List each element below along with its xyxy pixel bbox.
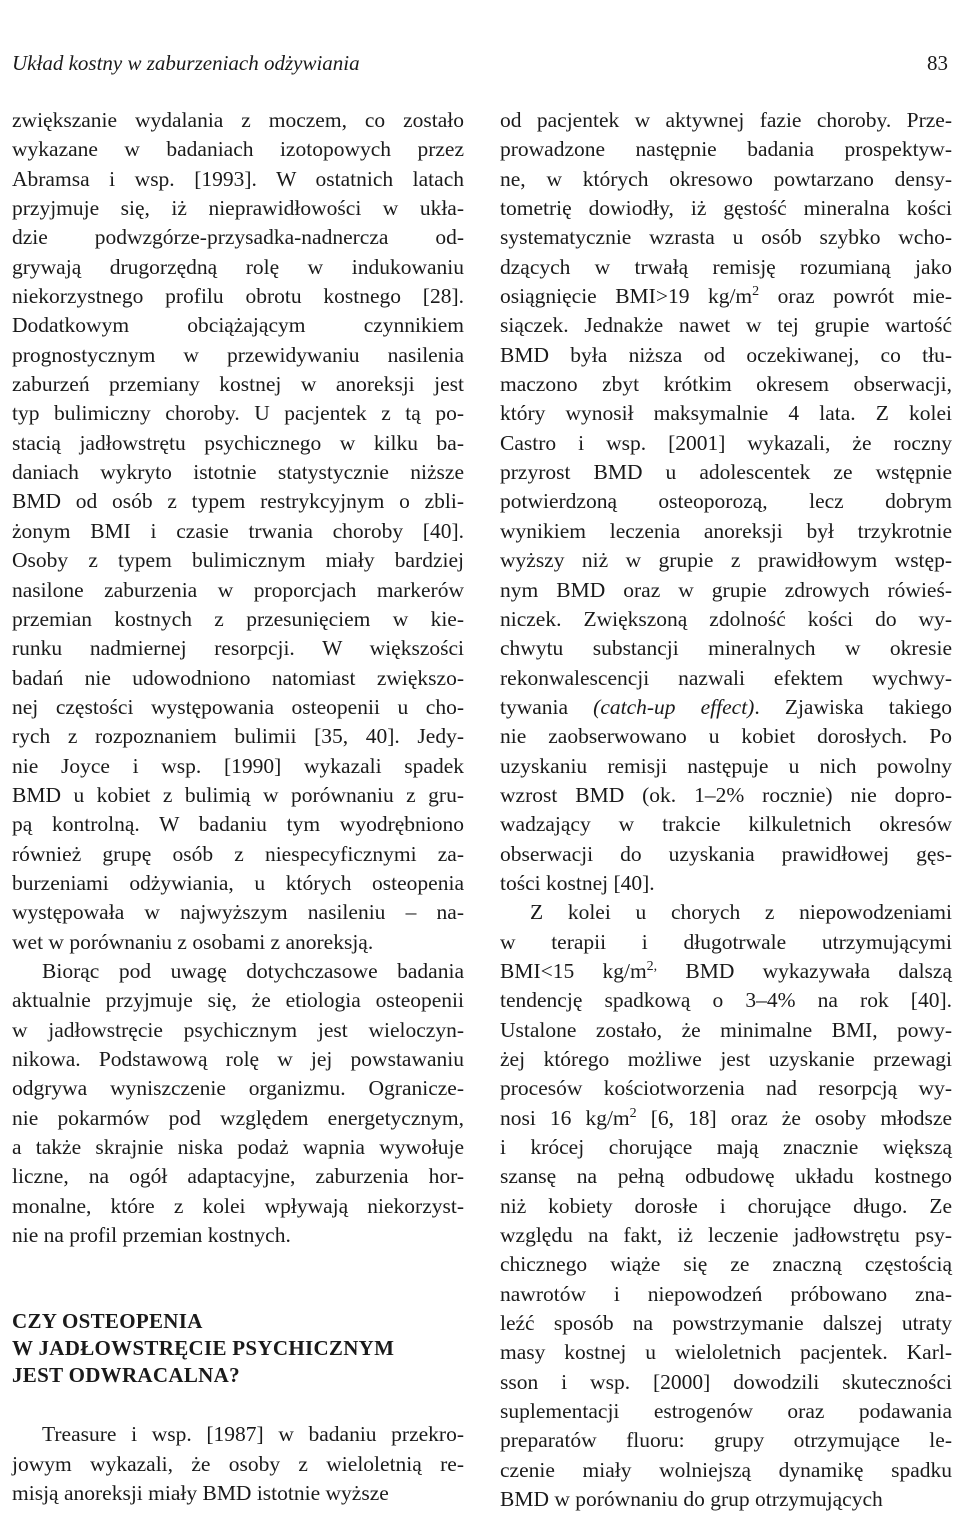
paragraph (12, 957, 464, 1250)
text-run: nie zaobserwowano u kobiet dorosłych. Po (500, 724, 952, 749)
text-run: dzących w trwałą remisję rozumianą jako (500, 254, 952, 279)
text-line (500, 1192, 952, 1221)
page-number: 83 (927, 51, 948, 75)
heading-line: JEST ODWRACALNA? (12, 1363, 240, 1388)
section-heading (12, 1308, 464, 1389)
text-line (500, 282, 952, 311)
text-line (12, 546, 464, 575)
text-run: osiągnięcie BMI>19 kg/m (500, 284, 753, 309)
text-run: siączek. Jednakże nawet w tej grupie wartość (500, 313, 952, 338)
text-run: maczono zbyt krótkim okresem obserwacji, (500, 372, 952, 397)
text-line (500, 986, 952, 1015)
text-run: BMD w porównaniu do grup otrzymujących (500, 1487, 883, 1512)
text-line (500, 576, 952, 605)
text-line (12, 1016, 464, 1045)
text-line (500, 1397, 952, 1426)
text-run: badań nie udowodniono natomiast zwiększo- (12, 665, 464, 690)
text-run: występowała w najwyższym nasileniu – na- (12, 900, 464, 925)
text-run: żej którego możliwe jest uzyskanie przewagi (500, 1047, 952, 1071)
text-line (12, 928, 464, 957)
text-line (500, 458, 952, 487)
text-run: nie Joyce i wsp. [1990] wykazali spadek (12, 753, 464, 778)
right-column (500, 106, 952, 1515)
text-line (500, 370, 952, 399)
text-run: zaburzeń przemiany kostnej w anoreksji jest (12, 372, 464, 397)
heading-line: W JADŁOWSTRĘCIE PSYCHICZNYM (12, 1336, 395, 1361)
text-run: misją anoreksji miały BMD istotnie wyższe (12, 1481, 389, 1506)
text-line (500, 1221, 952, 1250)
text-run: który wynosił maksymalnie 4 lata. Z kolei (500, 401, 952, 426)
text-line (12, 986, 464, 1015)
text-line (12, 634, 464, 663)
text-run: grywają drugorzędną rolę w indukowaniu (12, 254, 464, 279)
text-line (500, 517, 952, 546)
paragraph (500, 898, 952, 1514)
text-run: Abramsa i wsp. [1993]. W ostatnich latach (12, 166, 464, 191)
text-run: suplementacji estrogenów oraz podawania (500, 1399, 952, 1424)
section-spacer (12, 1389, 464, 1420)
text-run: runku nadmiernej resorpcji. W większości (12, 636, 464, 661)
text-line (12, 1104, 464, 1133)
text-run: procesów kościotworzenia nad resorpcją wy- (500, 1076, 952, 1101)
text-line (500, 634, 952, 663)
text-line (12, 664, 464, 693)
text-run: burzeniami odżywiania, u których osteopenia (12, 870, 464, 895)
text-line (500, 1250, 952, 1279)
text-run: nawrotów i niepowodzeń próbowano zna- (500, 1281, 952, 1306)
text-run: BMD była niższa od oczekiwanej, co tłu- (500, 342, 952, 367)
text-run: czenie miały wolniejszą dynamikę spadku (500, 1457, 952, 1482)
text-line (12, 1192, 464, 1221)
text-run: niczek. Zwiększoną zdolność kości do wy- (500, 606, 952, 631)
text-run: przyjmuje się, iż nieprawidłowości w ukła- (12, 196, 464, 221)
text-line (500, 957, 952, 986)
text-run: sson i wsp. [2000] dowodzili skuteczności (500, 1369, 952, 1394)
text-run: potwierdzoną osteoporozą, lecz dobrym (500, 489, 952, 514)
text-line (500, 487, 952, 516)
text-line (500, 869, 952, 898)
text-run: leźć sposób na powstrzymanie dalszej utraty (500, 1311, 952, 1336)
text-run: również grupę osób z niespecyficznymi za- (12, 841, 464, 866)
text-line (12, 1074, 464, 1103)
text-line (500, 1426, 952, 1455)
text-line (12, 781, 464, 810)
text-line (500, 1338, 952, 1367)
left-column (12, 106, 464, 1508)
text-run: pą kontrolną. W badaniu tym wyodrębniono (12, 812, 464, 837)
text-run: prowadzone następnie badania prospektyw- (500, 137, 952, 162)
text-run: żonym BMI i czasie trwania choroby [40]. (12, 518, 464, 543)
text-line (12, 487, 464, 516)
text-run: Treasure i wsp. [1987] w badaniu przekro- (42, 1422, 464, 1447)
text-line (500, 429, 952, 458)
text-line (500, 1456, 952, 1485)
text-line (12, 957, 464, 986)
text-run: masy kostnej u wieloletnich pacjentek. Karl- (500, 1340, 952, 1365)
text-line (500, 1074, 952, 1103)
text-line (12, 223, 464, 252)
text-line (500, 898, 952, 927)
text-line (500, 693, 952, 722)
text-line (12, 1045, 464, 1074)
text-run: BMD od osób z typem restrykcyjnym o zbli- (12, 489, 464, 514)
text-line (500, 840, 952, 869)
text-run: tywania (500, 694, 594, 719)
text-run: szansę na pełną odbudowę układu kostnego (500, 1164, 952, 1189)
text-line (500, 223, 952, 252)
superscript: 2 (752, 284, 760, 300)
text-run: [6, 18] oraz że osoby młodsze (636, 1105, 952, 1130)
text-run: ne, w których okresowo powtarzano densy- (500, 166, 952, 191)
text-run: przemian kostnych z przesunięciem w kie- (12, 606, 464, 631)
text-run: oraz powrót mie- (759, 284, 952, 309)
text-run: systematycznie wzrasta u osób szybko wcho- (500, 225, 952, 250)
text-line (500, 546, 952, 575)
text-run: stacią jadłowstrętu psychicznego w kilku ba- (12, 430, 464, 455)
text-line (500, 810, 952, 839)
text-run: Castro i wsp. [2001] wykazali, że roczny (500, 430, 952, 455)
text-line (12, 517, 464, 546)
text-line (12, 253, 464, 282)
text-run: Ustalone zostało, że minimalne BMI, powy- (500, 1017, 952, 1042)
text-line (500, 1162, 952, 1191)
text-run: wet w porównaniu z osobami z anoreksją. (12, 929, 374, 954)
text-run: jowym wykazali, że osoby z wieloletnią re- (12, 1451, 464, 1476)
text-line (500, 399, 952, 428)
text-run: niekorzystnego profilu obrotu kostnego [28]. (12, 284, 464, 309)
paragraph (500, 106, 952, 898)
text-line (500, 311, 952, 340)
text-line (500, 1133, 952, 1162)
text-run: Biorąc pod uwagę dotychczasowe badania (42, 958, 464, 983)
text-line (12, 693, 464, 722)
text-run: daniach wykryto istotnie statystycznie niższe (12, 460, 464, 485)
text-run: rych z rozpoznaniem bulimii [35, 40]. Jedy- (12, 724, 464, 749)
text-run: obserwacji do uzyskania prawidłowej gęs- (500, 841, 952, 866)
text-line (500, 722, 952, 751)
text-line (12, 311, 464, 340)
text-run: nikowa. Podstawową rolę w jej powstawaniu (12, 1047, 464, 1071)
text-run: a także skrajnie niska podaż wapnia wywołuje (12, 1135, 464, 1160)
text-run: odgrywa wyniszczenie organizmu. Ogranicze- (12, 1076, 464, 1101)
text-run: w terapii i długotrwale utrzymującymi (500, 929, 952, 954)
text-line (500, 1104, 952, 1133)
text-run: Osoby z typem bulimicznym miały bardziej (12, 548, 464, 573)
text-run: od pacjentek w aktywnej fazie choroby. Prze- (500, 108, 952, 132)
text-line (12, 1479, 464, 1508)
text-line (12, 752, 464, 781)
text-run: rekonwalescencji nazwali efektem wychwy- (500, 665, 952, 690)
text-line (12, 1450, 464, 1479)
text-run: wykazane w badaniach izotopowych przez (12, 137, 464, 162)
text-run: nosi 16 kg/m (500, 1105, 630, 1130)
text-line (500, 135, 952, 164)
text-line (500, 752, 952, 781)
section-spacer (12, 1250, 464, 1308)
text-line (12, 341, 464, 370)
paragraph (12, 1420, 464, 1508)
text-line (12, 458, 464, 487)
text-run: chwytu substancji mineralnych w okresie (500, 636, 952, 661)
text-run: względu na fakt, iż leczenie jadłowstrętu psy- (500, 1223, 952, 1248)
text-line (500, 1016, 952, 1045)
text-line (500, 106, 952, 135)
text-run: zwiększanie wydalania z moczem, co zostało (12, 108, 464, 132)
text-run: dzie podwzgórze-przysadka-nadnercza od- (12, 225, 464, 250)
text-run: tości kostnej [40]. (500, 870, 655, 895)
superscript: 2, (646, 958, 658, 974)
text-run: BMD wykazywała dalszą (657, 958, 952, 983)
text-run: tendencję spadkową o 3–4% na rok [40]. (500, 988, 952, 1013)
text-line (500, 928, 952, 957)
running-title: Układ kostny w zaburzeniach odżywiania (12, 51, 360, 75)
text-run: . Zjawiska takiego (754, 694, 952, 719)
text-line (12, 370, 464, 399)
text-line (12, 1221, 464, 1250)
text-line (500, 165, 952, 194)
text-line (12, 399, 464, 428)
text-run: monalne, które z kolei wpływają niekorzyst- (12, 1193, 464, 1218)
text-run: wyższy niż w grupie z prawidłowym wstęp- (500, 548, 952, 573)
text-run: wynikiem leczenia anoreksji był trzykrotnie (500, 518, 952, 543)
text-line (12, 135, 464, 164)
text-run: preparatów fluoru: grupy otrzymujące le- (500, 1428, 952, 1453)
text-run: BMD u kobiet z bulimią w porównaniu z gru- (12, 782, 464, 807)
text-line (500, 781, 952, 810)
text-line (12, 1420, 464, 1449)
text-line (12, 576, 464, 605)
text-run: przyrost BMD u adolescentek ze wstępnie (500, 460, 952, 485)
text-run: aktualnie przyjmuje się, że etiologia osteopenii (12, 988, 464, 1013)
italic-term: (catch-up effect) (593, 694, 755, 719)
heading-line: CZY OSTEOPENIA (12, 1309, 203, 1334)
text-line (500, 253, 952, 282)
text-run: niż kobiety dorosłe i chorujące długo. Ze (500, 1193, 952, 1218)
text-line (12, 898, 464, 927)
text-line (500, 1280, 952, 1309)
text-line (500, 605, 952, 634)
text-run: Z kolei u chorych z niepowodzeniami (530, 900, 952, 925)
text-run: wadzający w trakcie kilkuletnich okresów (500, 812, 952, 837)
text-run: BMI<15 kg/m (500, 958, 647, 983)
text-line (12, 429, 464, 458)
text-run: nym BMD oraz w grupie zdrowych rówieś- (500, 577, 952, 602)
text-run: typ bulimiczny choroby. U pacjentek z tą po- (12, 401, 464, 426)
text-line (12, 194, 464, 223)
text-line (12, 282, 464, 311)
text-line (500, 1045, 952, 1074)
text-line (12, 106, 464, 135)
text-run: nej częstości występowania osteopenii u cho- (12, 694, 464, 719)
text-run: nie na profil przemian kostnych. (12, 1223, 291, 1248)
text-run: nie pokarmów pod względem energetycznym, (12, 1105, 464, 1130)
text-line (500, 1309, 952, 1338)
text-run: chicznego wiąże się ze znaczną częstością (500, 1252, 952, 1277)
text-line (500, 664, 952, 693)
text-run: w jadłowstręcie psychicznym jest wieloczyn- (12, 1017, 464, 1042)
text-run: uzyskaniu remisji następuje u nich powolny (500, 753, 952, 778)
text-line (12, 840, 464, 869)
text-line (12, 722, 464, 751)
text-run: wzrost BMD (ok. 1–2% rocznie) nie dopro- (500, 782, 952, 807)
text-line (12, 1162, 464, 1191)
superscript: 2 (629, 1105, 637, 1121)
text-line (12, 605, 464, 634)
text-line (500, 194, 952, 223)
text-line (12, 869, 464, 898)
text-line (12, 810, 464, 839)
text-line (12, 165, 464, 194)
text-line (12, 1133, 464, 1162)
text-line (500, 341, 952, 370)
text-line (500, 1485, 952, 1514)
text-run: nasilone zaburzenia w proporcjach markerów (12, 577, 464, 602)
text-run: Dodatkowym obciążającym czynnikiem (12, 313, 464, 338)
text-run: prognostycznym w przewidywaniu nasilenia (12, 342, 464, 367)
text-run: tometrię dowiodły, iż gęstość mineralna kości (500, 196, 952, 221)
text-run: i krócej chorujące mają znacznie większą (500, 1135, 952, 1160)
text-run: liczne, na ogół adaptacyjne, zaburzenia hor- (12, 1164, 464, 1189)
running-header (12, 48, 948, 78)
text-line (500, 1368, 952, 1397)
paragraph (12, 106, 464, 957)
